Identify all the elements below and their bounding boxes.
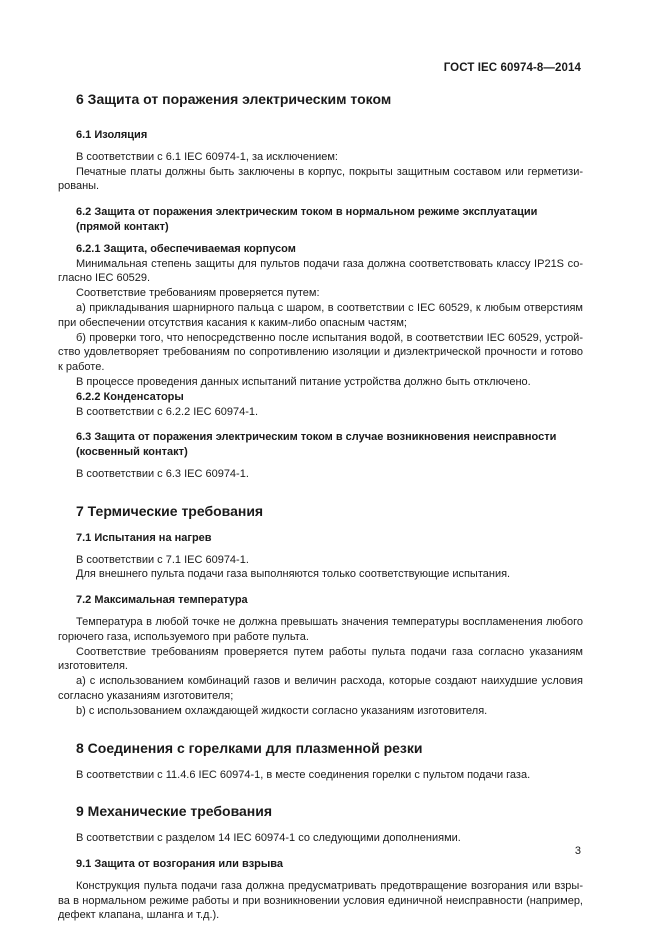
section-7-1-title: 7.1 Испытания на нагрев xyxy=(76,531,212,544)
section-9-1-title: 9.1 Защита от возгорания или взрыва xyxy=(76,858,284,871)
section-7-title: 7 Термические требования xyxy=(76,502,264,519)
section-6-3-title xyxy=(58,430,583,460)
page-content xyxy=(58,90,583,923)
section-6-1-title: 6.1 Изоляция xyxy=(76,129,148,141)
paragraph: а) прикладывания шарнирного пальца с шаром, в соответствии с IEC 60529, к любым отверстиям при обеспечении отсутствия касания к каким-либо опасным частям; xyxy=(58,301,583,329)
paragraph: а) с использованием комбинаций газов и величин расхода, которые создают наихудшие условия согласно указаниям изготовителя; xyxy=(58,675,583,702)
paragraph: Печатные платы должны быть заключены в корпус, покрыты защитным составом или герметизи-рованы. xyxy=(58,165,583,193)
section-6-3-title-line2: (косвенный контакт) xyxy=(76,446,188,459)
paragraph: Соответствие требованиям проверяется путем: xyxy=(76,287,320,300)
section-6-2-2-title: 6.2.2 Конденсаторы xyxy=(76,390,184,403)
section-6-2-1-title: 6.2.1 Защита, обеспечиваемая корпусом xyxy=(76,242,296,255)
paragraph: В соответствии с 6.3 IEC 60974-1. xyxy=(76,467,249,480)
page-number: 3 xyxy=(574,845,581,857)
paragraph: б) проверки того, что непосредственно после испытания водой, в соответствии IEC 60529, устрой-ство удовлетворяет требованиям по сопротивлению изоляции и диэлектрической прочности и готово к работе. xyxy=(58,331,583,374)
paragraph: Соответствие требованиям проверяется путем работы пульта подачи газа согласно указаниям изготовителя. xyxy=(58,645,583,673)
section-7-2-title: 7.2 Максимальная температура xyxy=(76,594,248,607)
paragraph: Температура в любой точке не должна превышать значения температуры воспламенения любого горючего газа, используемого при работе пульта. xyxy=(58,615,583,643)
section-6-2-title-line2: (прямой контакт) xyxy=(76,220,169,233)
paragraph: Конструкция пульта подачи газа должна предусматривать предотвращение возгорания или взры-ва в нормальном режиме работы и при возникновении условия единичной неисправности (например, дефект клапана, шланга и т.д.). xyxy=(58,879,583,922)
section-6-title: 6 Защита от поражения электрическим током xyxy=(76,91,392,107)
section-8-title: 8 Соединения с горелками для плазменной резки xyxy=(76,739,423,756)
standard-code-header: ГОСТ IEC 60974-8—2014 xyxy=(443,62,581,74)
section-6-2-title xyxy=(58,205,583,235)
section-6-3-title-line1: 6.3 Защита от поражения электрическим током в случае возникновения неисправности xyxy=(76,431,557,444)
paragraph: Для внешнего пульта подачи газа выполняются только соответствующие испытания. xyxy=(76,568,511,581)
paragraph: В соответствии с 6.2.2 IEC 60974-1. xyxy=(76,405,259,418)
paragraph: В соответствии с 7.1 IEC 60974-1. xyxy=(76,553,249,566)
paragraph: В соответствии с 6.1 IEC 60974-1, за исключением: xyxy=(76,150,338,163)
paragraph: В процессе проведения данных испытаний питание устройства должно быть отключено. xyxy=(76,375,531,388)
section-9-title: 9 Механические требования xyxy=(76,803,273,820)
paragraph: В соответствии с разделом 14 IEC 60974-1 со следующими дополнениями. xyxy=(76,832,461,845)
paragraph: Минимальная степень защиты для пультов подачи газа должна соответствовать классу IP21S со-гласно IEC 60529. xyxy=(58,257,583,285)
section-6-2-title-line1: 6.2 Защита от поражения электрическим током в нормальном режиме эксплуатации xyxy=(76,206,538,219)
paragraph: b) с использованием охлаждающей жидкости согласно указаниям изготовителя. xyxy=(76,704,488,717)
paragraph: В соответствии с 11.4.6 IEC 60974-1, в месте соединения горелки с пультом подачи газа. xyxy=(76,768,531,781)
